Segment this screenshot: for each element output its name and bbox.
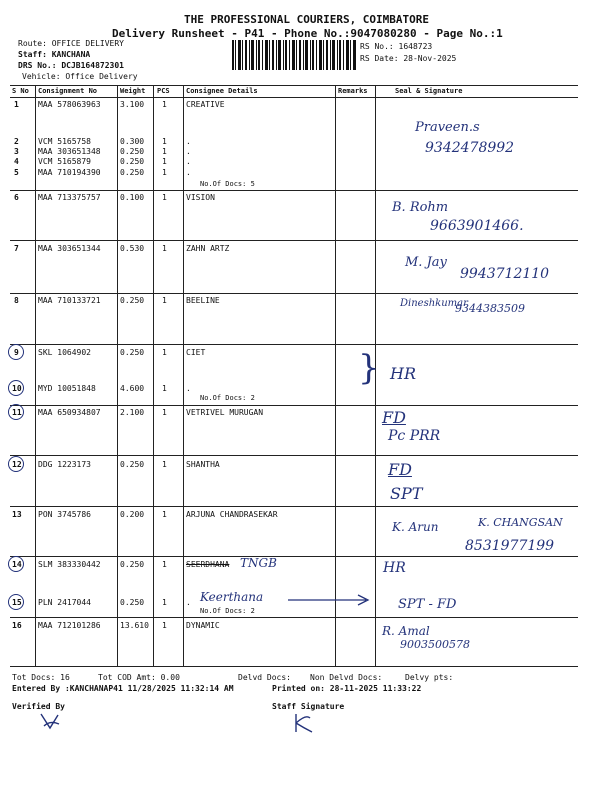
company-title: THE PROFESSIONAL COURIERS, COIMBATORE bbox=[184, 13, 430, 26]
signature: FD bbox=[388, 460, 412, 479]
signature: Praveen.s bbox=[415, 120, 480, 135]
route-label: Route: OFFICE DELIVERY bbox=[18, 39, 124, 48]
delvy-pts: Delvy pts: bbox=[405, 673, 454, 682]
handwritten-note: Keerthana bbox=[200, 590, 264, 604]
no-of-docs: No.Of Docs: 2 bbox=[200, 394, 255, 402]
col-consignee: Consignee Details bbox=[186, 87, 258, 95]
col-weight: Weight bbox=[120, 87, 146, 95]
signature: Dineshkumar bbox=[400, 298, 468, 309]
signature: FD bbox=[382, 408, 406, 427]
runsheet-subtitle: Delivery Runsheet - P41 - Phone No.:9047080280 - Page No.:1 bbox=[112, 27, 503, 40]
non-delvd-docs: Non Delvd Docs: bbox=[310, 673, 383, 682]
sno-circle-mark bbox=[8, 456, 24, 472]
tot-docs: Tot Docs: 16 bbox=[12, 673, 70, 682]
verified-signature-mark bbox=[38, 712, 62, 732]
col-consignment: Consignment No bbox=[38, 87, 98, 95]
vehicle-label: Vehicle: Office Delivery bbox=[22, 72, 138, 81]
signature: HR bbox=[390, 364, 416, 383]
signature: SPT - FD bbox=[398, 597, 457, 612]
signature: R. Amal bbox=[382, 624, 430, 638]
tot-cod: Tot COD Amt: 0.00 bbox=[98, 673, 180, 682]
signature: Pc PRR bbox=[388, 428, 441, 444]
rs-date: RS Date: 28-Nov-2025 bbox=[360, 54, 457, 63]
no-of-docs: No.Of Docs: 2 bbox=[200, 607, 255, 615]
sno-circle-mark bbox=[8, 556, 24, 572]
signature: M. Jay bbox=[405, 255, 447, 270]
no-of-docs: No.Of Docs: 5 bbox=[200, 180, 255, 188]
col-remarks: Remarks bbox=[338, 87, 368, 95]
signature-phone: 9663901466. bbox=[430, 218, 524, 234]
barcode-icon bbox=[232, 40, 356, 70]
printed-on: Printed on: 28-11-2025 11:33:22 bbox=[272, 684, 422, 693]
col-seal-signature: Seal & Signature bbox=[395, 87, 463, 95]
col-pcs: PCS bbox=[157, 87, 170, 95]
sno-circle-mark bbox=[8, 594, 24, 610]
arrow-icon bbox=[286, 594, 372, 606]
signature-phone: 9943712110 bbox=[460, 266, 550, 282]
signature: HR bbox=[383, 560, 406, 576]
brace-mark: } bbox=[358, 348, 380, 388]
staff-label: Staff: KANCHANA bbox=[18, 50, 91, 59]
staff-signature-label: Staff Signature bbox=[272, 702, 345, 711]
signature-phone: 9344383509 bbox=[455, 302, 525, 315]
signature: K. CHANGSAN bbox=[478, 516, 563, 529]
signature: K. Arun bbox=[392, 520, 439, 534]
signature: SPT bbox=[390, 484, 423, 503]
signature-phone: 9342478992 bbox=[425, 140, 515, 156]
col-sno: S No bbox=[12, 87, 29, 95]
verified-by: Verified By bbox=[12, 702, 65, 711]
sno-circle-mark bbox=[8, 380, 24, 396]
staff-signature-mark bbox=[290, 712, 316, 734]
signature-phone: 9003500578 bbox=[400, 638, 470, 651]
sno-circle-mark bbox=[8, 404, 24, 420]
entered-by: Entered By :KANCHANAP41 11/28/2025 11:32:14 AM bbox=[12, 684, 234, 693]
signature-phone: 8531977199 bbox=[465, 538, 555, 554]
sno-circle-mark bbox=[8, 344, 24, 360]
signature: B. Rohm bbox=[392, 200, 449, 215]
handwritten-note: TNGB bbox=[240, 556, 277, 570]
delvd-docs: Delvd Docs: bbox=[238, 673, 291, 682]
drs-label: DRS No.: DCJB164872301 bbox=[18, 61, 124, 70]
rs-number: RS No.: 1648723 bbox=[360, 42, 433, 51]
